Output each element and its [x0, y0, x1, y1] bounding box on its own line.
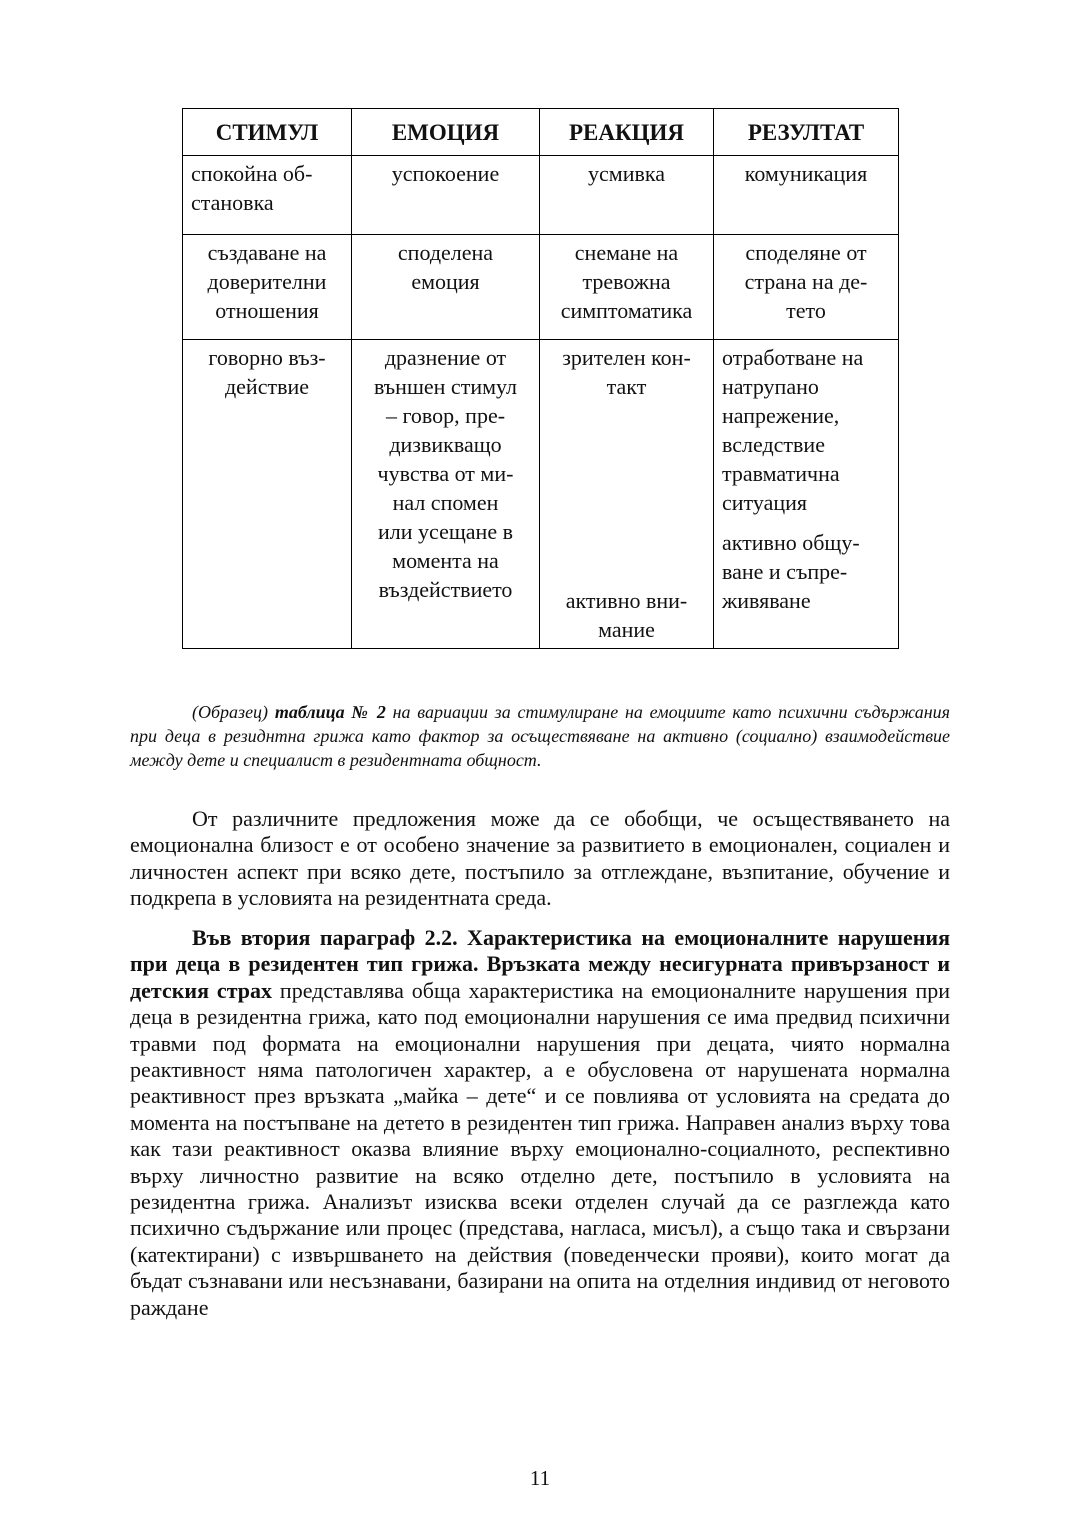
cell-result: споделяне от страна на де- тето — [714, 235, 899, 340]
table-row — [183, 156, 899, 235]
emotions-table — [182, 108, 899, 649]
table-row — [183, 235, 899, 340]
section-heading-inline: Във втория параграф 2.2. Характеристика на емоционалните нарушения при деца в резидентен тип грижа. Връзката между несигурната привързаност и детския страх — [130, 925, 950, 1003]
cell-result — [714, 340, 899, 649]
table-header-row — [183, 109, 899, 156]
header-reaction: РЕАКЦИЯ — [540, 109, 714, 156]
cell-reaction-secondary: активно вни- мание — [565, 588, 688, 642]
cell-result-primary: отработване на натрупано напрежение, вследствие травматична ситуация — [722, 345, 864, 515]
table-row — [183, 340, 899, 649]
cell-reaction: усмивка — [540, 156, 714, 235]
header-result: РЕЗУЛТАТ — [714, 109, 899, 156]
caption-table-number: таблица № 2 — [274, 702, 386, 722]
cell-emotion: дразнение от външен стимул – говор, пре- дизвикващо чувства от ми- нал спомен или усещане в момента на въздействието — [352, 340, 540, 649]
cell-stimulus: създаване на доверителни отношения — [183, 235, 352, 340]
paragraph-summary: От различните предложения може да се обобщи, че осъществяването на емоционална близост е от особено значение за развитието в емоционален, социален и личностен аспект при всяко дете, постъпило за отглеждане, възпитание, обучение и подкрепа в условията на резидентната среда. — [130, 806, 950, 911]
table-caption — [130, 700, 950, 772]
cell-stimulus: говорно въз- действие — [183, 340, 352, 649]
caption-text: на вариации за стимулиране на емоциите като психични съдържания при деца в резиднтна грижа като фактор за осъществяване на активно (социално) взаимодействие между дете и специалист в резидентната общност. — [130, 702, 951, 770]
section-text: представлява обща характеристика на емоционалните нарушения при деца в резидентна грижа, като под емоционални нарушения се има предвид психични травми под формата на емоционални нарушения при децата, чиято нормална реактивност няма патологичен характер, а е обусловена от нарушената нормална реактивност през връзката „майка – дете“ и се повлиява от условията на средата до момента на постъпване на детето в резидентен тип грижа. Направен анализ върху това как тази реактивност оказва влияние върху емоционално-социалното, респективно върху личностно развитие на всяко отделно дете, постъпило в условията на резидентна грижа. Анализът изисква всеки отделен случай да се разглежда като психично съдържание или процес (представа, нагласа, мисъл), а също така и свързани (катектирани) с извършването на действия (поведенчески прояви), които могат да бъдат съзнавани или несъзнавани, базирани на опита на отделния индивид от неговото раждане — [130, 977, 950, 1320]
cell-reaction: снемане на тревожна симптоматика — [540, 235, 714, 340]
paragraph-section-2-2 — [130, 925, 950, 1321]
cell-reaction — [540, 340, 714, 649]
cell-reaction-primary: зрителен кон- такт — [562, 345, 691, 399]
cell-emotion: успокоение — [352, 156, 540, 235]
cell-result: комуникация — [714, 156, 899, 235]
cell-emotion: споделена емоция — [352, 235, 540, 340]
header-emotion: ЕМОЦИЯ — [352, 109, 540, 156]
cell-stimulus: спокойна об- становка — [183, 156, 352, 235]
caption-prefix: (Образец) — [192, 702, 275, 722]
cell-result-secondary: активно общу- ване и съпре- живяване — [722, 530, 860, 613]
header-stimulus: СТИМУЛ — [183, 109, 352, 156]
page-number: 11 — [529, 1466, 551, 1490]
